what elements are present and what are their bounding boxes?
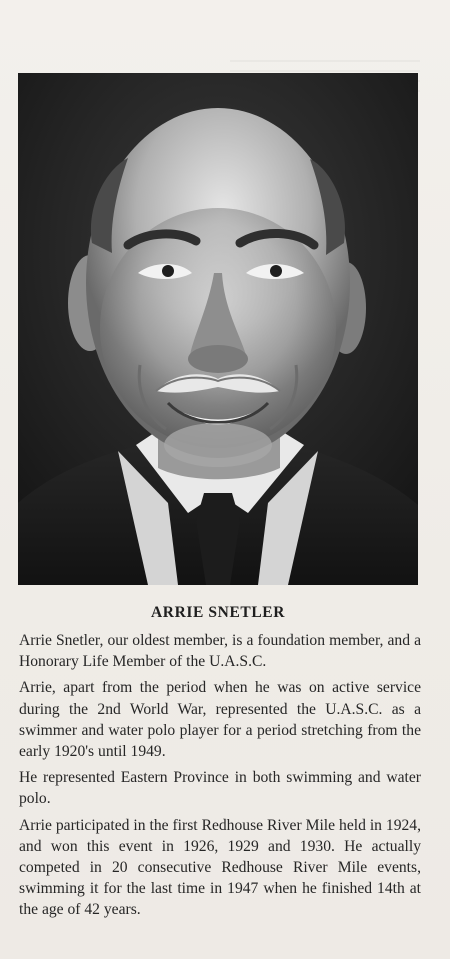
paragraph-2: Arrie, apart from the period when he was on active service during the 2nd World War, represented the U.A.S.C. as a swimmer and water polo player for a period stretching from the early 1920's until 1949. (19, 679, 421, 761)
paragraph-1: Arrie Snetler, our oldest member, is a foundation member, and a Honorary Life Member of the U.A.S.C. (19, 632, 421, 671)
portrait-photo (18, 73, 418, 585)
photo-caption: ARRIE SNETLER (151, 604, 285, 621)
paragraph-4: Arrie participated in the first Redhouse River Mile held in 1924, and won this event in 1926, 1929 and 1930. He actually competed in 20 consecutive Redhouse River Mile events, swimming it for the last time in 1947 when he finished 14th at the age of 42 years. (19, 816, 421, 919)
article-body (19, 630, 421, 926)
portrait-illustration (18, 73, 418, 585)
paragraph-3: He represented Eastern Province in both swimming and water polo. (19, 769, 421, 808)
